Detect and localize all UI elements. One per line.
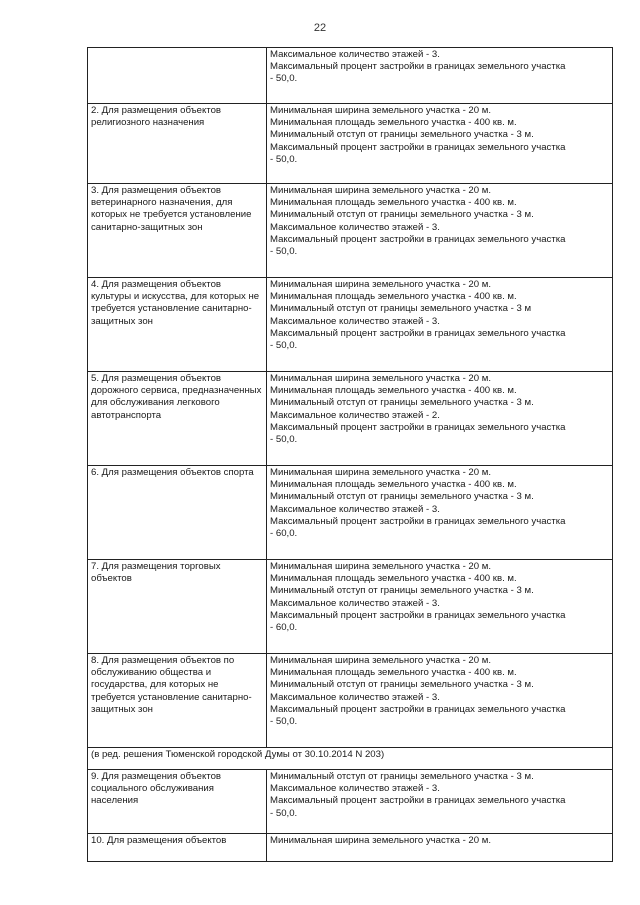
parameter-line: Максимальный процент застройки в границах земельного участка: [270, 609, 566, 621]
parameter-line: Минимальная ширина земельного участка - 20 м.: [270, 561, 492, 572]
table-row: [88, 278, 613, 372]
parameter-line: - 60,0.: [270, 528, 298, 540]
use-type-cell: [88, 834, 267, 862]
parameters-cell: [267, 104, 613, 184]
parameter-line: Максимальный процент застройки в границах земельного участка: [270, 515, 566, 527]
use-type-label: 8. Для размещения объектов по обслуживанию общества и государства, для которых не требуется установление санитарно-защитных зон: [91, 655, 252, 715]
parameter-line: Минимальный отступ от границы земельного участка - 3 м.: [270, 129, 534, 141]
parameter-line: Минимальная ширина земельного участка - 20 м.: [270, 185, 492, 196]
parameter-line: Максимальный процент застройки в границах земельного участка: [270, 327, 566, 339]
parameter-line: Минимальная ширина земельного участка - 20 м.: [270, 655, 492, 666]
use-type-cell: [88, 372, 267, 466]
parameter-line: - 50,0.: [270, 246, 298, 258]
parameter-line: Максимальный процент застройки в границах земельного участка: [270, 703, 566, 715]
table-row: [88, 466, 613, 560]
table-row: [88, 104, 613, 184]
parameter-line: - 50,0.: [270, 73, 298, 85]
parameters-cell: [267, 372, 613, 466]
table-row: [88, 184, 613, 278]
parameter-line: Минимальная площадь земельного участка - 400 кв. м.: [270, 117, 517, 129]
parameter-line: Минимальная площадь земельного участка - 400 кв. м.: [270, 573, 517, 585]
use-type-cell: [88, 48, 267, 104]
parameter-line: Максимальный процент застройки в границах земельного участка: [270, 233, 566, 245]
parameter-line: Максимальное количество этажей - 3.: [270, 597, 440, 609]
parameter-line: Максимальное количество этажей - 3.: [270, 503, 440, 515]
page-number: 22: [313, 22, 327, 34]
amendment-note-row: [88, 748, 613, 770]
parameter-line: Максимальное количество этажей - 2.: [270, 409, 440, 421]
parameter-line: Минимальная ширина земельного участка - 20 м.: [270, 835, 492, 846]
use-type-cell: [88, 770, 267, 834]
use-type-label: 2. Для размещения объектов религиозного назначения: [91, 105, 222, 129]
parameter-line: Минимальная площадь земельного участка - 400 кв. м.: [270, 667, 517, 679]
parameter-line: - 50,0.: [270, 434, 298, 446]
parameters-cell: [267, 48, 613, 104]
use-type-cell: [88, 184, 267, 278]
parameter-line: Минимальный отступ от границы земельного участка - 3 м.: [270, 397, 534, 409]
use-type-cell: [88, 466, 267, 560]
use-type-cell: [88, 654, 267, 748]
parameter-line: Минимальная ширина земельного участка - 20 м.: [270, 467, 492, 478]
use-type-label: 6. Для размещения объектов спорта: [91, 467, 254, 478]
parameters-cell: [267, 770, 613, 834]
parameter-line: Минимальная ширина земельного участка - 20 м.: [270, 279, 492, 290]
parameters-cell: [267, 560, 613, 654]
parameter-line: Минимальный отступ от границы земельного участка - 3 м.: [270, 771, 534, 782]
parameter-line: Максимальный процент застройки в границах земельного участка: [270, 141, 566, 153]
table-row: [88, 560, 613, 654]
use-type-cell: [88, 560, 267, 654]
use-type-cell: [88, 104, 267, 184]
parameter-line: Минимальная площадь земельного участка - 400 кв. м.: [270, 291, 517, 303]
parameter-line: - 50,0.: [270, 716, 298, 728]
table-row: [88, 48, 613, 104]
use-type-label: 3. Для размещения объектов ветеринарного назначения, для которых не требуется установление санитарно-защитных зон: [91, 185, 252, 233]
parameter-line: Минимальная ширина земельного участка - 20 м.: [270, 373, 492, 384]
parameter-line: Минимальная площадь земельного участка - 400 кв. м.: [270, 385, 517, 397]
parameter-line: Максимальный процент застройки в границах земельного участка: [270, 421, 566, 433]
parameter-line: - 60,0.: [270, 622, 298, 634]
parameters-cell: [267, 654, 613, 748]
parameter-line: Максимальное количество этажей - 3.: [270, 49, 440, 60]
parameters-cell: [267, 466, 613, 560]
table-row: [88, 372, 613, 466]
table-row: [88, 770, 613, 834]
parameters-cell: [267, 278, 613, 372]
parameter-line: - 50,0.: [270, 340, 298, 352]
parameter-line: Максимальное количество этажей - 3.: [270, 315, 440, 327]
use-type-cell: [88, 278, 267, 372]
parameter-line: Минимальный отступ от границы земельного участка - 3 м.: [270, 585, 534, 597]
parameter-line: Максимальное количество этажей - 3.: [270, 221, 440, 233]
parameter-line: Максимальное количество этажей - 3.: [270, 783, 440, 795]
parameter-line: Минимальный отступ от границы земельного участка - 3 м.: [270, 679, 534, 691]
parameter-line: Максимальный процент застройки в границах земельного участка: [270, 61, 566, 73]
parameters-cell: [267, 834, 613, 862]
parameter-line: - 50,0.: [270, 153, 298, 165]
use-type-label: 5. Для размещения объектов дорожного сервиса, предназначенных для обслуживания легкового автотранспорта: [91, 373, 262, 421]
table-row: [88, 654, 613, 748]
table-row: [88, 834, 613, 862]
parameter-line: Минимальный отступ от границы земельного участка - 3 м: [270, 303, 532, 315]
use-type-label: 7. Для размещения торговых объектов: [91, 561, 221, 585]
parameters-cell: [267, 184, 613, 278]
parameter-line: Минимальный отступ от границы земельного участка - 3 м.: [270, 209, 534, 221]
amendment-note: (в ред. решения Тюменской городской Думы от 30.10.2014 N 203): [88, 748, 613, 770]
use-type-label: 9. Для размещения объектов социального обслуживания населения: [91, 771, 222, 807]
parameter-line: Минимальная ширина земельного участка - 20 м.: [270, 105, 492, 116]
regulations-table: [87, 47, 613, 862]
parameter-line: Максимальное количество этажей - 3.: [270, 691, 440, 703]
parameter-line: Минимальная площадь земельного участка - 400 кв. м.: [270, 197, 517, 209]
parameter-line: - 50,0.: [270, 807, 298, 819]
parameter-line: Максимальный процент застройки в границах земельного участка: [270, 795, 566, 807]
parameter-line: Минимальная площадь земельного участка - 400 кв. м.: [270, 479, 517, 491]
use-type-label: 10. Для размещения объектов: [91, 835, 227, 846]
regulations-table-body: [88, 48, 613, 862]
use-type-label: 4. Для размещения объектов культуры и искусства, для которых не требуется установление санитарно-защитных зон: [91, 279, 260, 327]
parameter-line: Минимальный отступ от границы земельного участка - 3 м.: [270, 491, 534, 503]
